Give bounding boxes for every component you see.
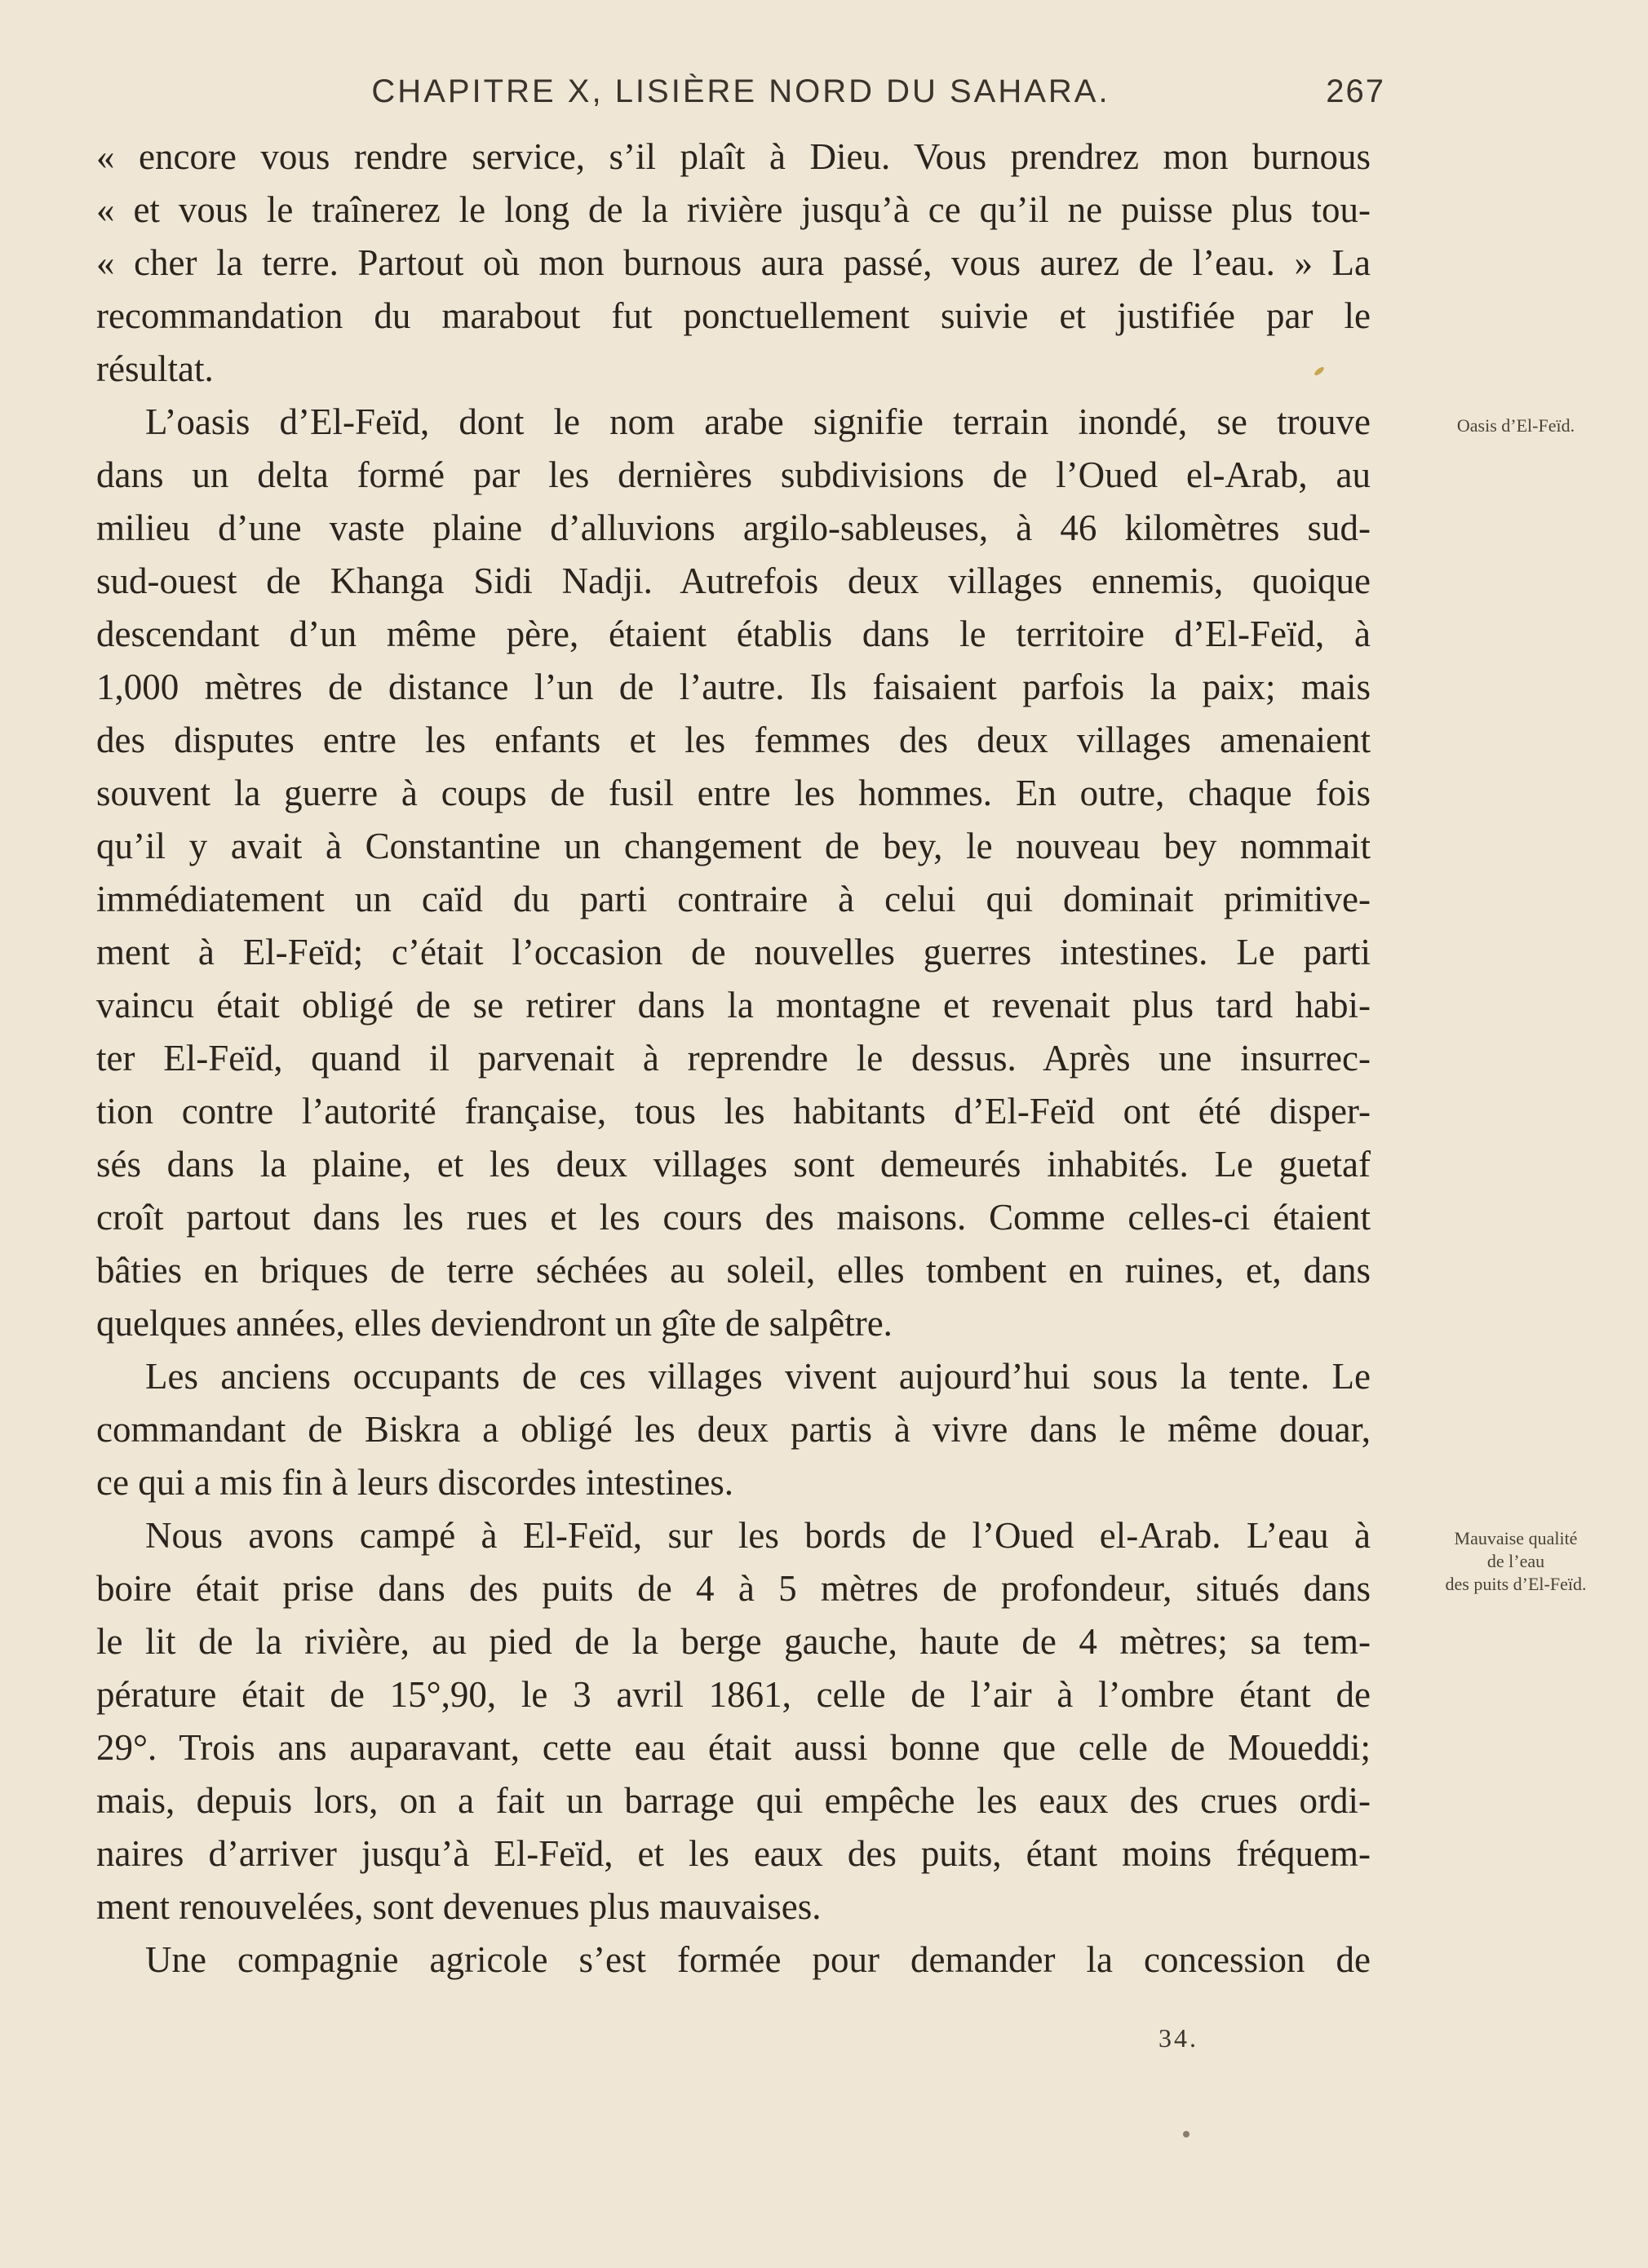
marginal-note-line: des puits d’El-Feïd. <box>1445 1574 1587 1594</box>
page-header <box>96 73 1385 119</box>
text-line: ter El-Feïd, quand il parvenait à reprendre le dessus. Après une insurrec- <box>96 1038 1371 1079</box>
running-head: CHAPITRE X, LISIÈRE NORD DU SAHARA. <box>371 73 1110 109</box>
text-line: Nous avons campé à El-Feïd, sur les bords de l’Oued el-Arab. L’eau à <box>145 1515 1371 1556</box>
marginal-note-line: de l’eau <box>1486 1551 1545 1571</box>
marginal-note-line: Mauvaise qualité <box>1454 1528 1578 1548</box>
text-line: résultat. <box>96 348 214 389</box>
text-line: ment renouvelées, sont devenues plus mauvaises. <box>96 1886 822 1927</box>
text-line: recommandation du marabout fut ponctuellement suivie et justifiée par le <box>96 295 1371 336</box>
paper-speck <box>1183 2131 1189 2137</box>
text-line: ment à El-Feïd; c’était l’occasion de nouvelles guerres intestines. Le parti <box>96 932 1371 972</box>
text-line: Une compagnie agricole s’est formée pour demander la concession de <box>145 1939 1371 1980</box>
text-line: commandant de Biskra a obligé les deux partis à vivre dans le même douar, <box>96 1409 1371 1450</box>
page-number: 267 <box>1326 73 1385 109</box>
marginal-note-oasis <box>1402 414 1630 437</box>
text-line: boire était prise dans des puits de 4 à 5 mètres de profondeur, situés dans <box>96 1568 1371 1609</box>
text-line: descendant d’un même père, étaient établis dans le territoire d’El-Feïd, à <box>96 614 1371 654</box>
text-line: bâties en briques de terre séchées au soleil, elles tombent en ruines, et, dans <box>96 1250 1371 1291</box>
marginal-note-line: Oasis d’El-Feïd. <box>1456 415 1575 436</box>
text-line: 1,000 mètres de distance l’un de l’autre. Ils faisaient parfois la paix; mais <box>96 667 1371 707</box>
text-line: sud-ouest de Khanga Sidi Nadji. Autrefois deux villages ennemis, quoique <box>96 560 1371 601</box>
text-line: immédiatement un caïd du parti contraire à celui qui dominait primitive- <box>96 879 1371 919</box>
text-line: pérature était de 15°,90, le 3 avril 1861, celle de l’air à l’ombre étant de <box>96 1674 1371 1715</box>
text-line: « cher la terre. Partout où mon burnous aura passé, vous aurez de l’eau. » La <box>96 242 1371 283</box>
signature-mark: 34. <box>1158 2023 1198 2053</box>
text-line: sés dans la plaine, et les deux villages sont demeurés inhabités. Le guetaf <box>96 1144 1371 1185</box>
text-line: dans un delta formé par les dernières subdivisions de l’Oued el-Arab, au <box>96 454 1371 495</box>
text-line: des disputes entre les enfants et les femmes des deux villages amenaient <box>96 720 1371 760</box>
text-line: vaincu était obligé de se retirer dans la montagne et revenait plus tard habi- <box>96 985 1371 1025</box>
text-line: milieu d’une vaste plaine d’alluvions argilo-sableuses, à 46 kilomètres sud- <box>96 507 1371 548</box>
marginal-note-water-quality <box>1402 1527 1630 1596</box>
text-line: quelques années, elles deviendront un gîte de salpêtre. <box>96 1303 893 1344</box>
text-line: naires d’arriver jusqu’à El-Feïd, et les eaux des puits, étant moins fréquem- <box>96 1833 1371 1874</box>
text-line: souvent la guerre à coups de fusil entre les hommes. En outre, chaque fois <box>96 773 1371 813</box>
text-line: 29°. Trois ans auparavant, cette eau était aussi bonne que celle de Moueddi; <box>96 1727 1371 1768</box>
text-line: ce qui a mis fin à leurs discordes intestines. <box>96 1462 734 1503</box>
text-line: croît partout dans les rues et les cours des maisons. Comme celles-ci étaient <box>96 1197 1371 1238</box>
text-line: mais, depuis lors, on a fait un barrage qui empêche les eaux des crues ordi- <box>96 1780 1371 1821</box>
text-line: tion contre l’autorité française, tous les habitants d’El-Feïd ont été disper- <box>96 1091 1371 1132</box>
body-text <box>96 131 1371 1987</box>
text-line: « encore vous rendre service, s’il plaît à Dieu. Vous prendrez mon burnous <box>96 136 1371 177</box>
text-line: qu’il y avait à Constantine un changement de bey, le nouveau bey nommait <box>96 826 1371 866</box>
text-line: L’oasis d’El-Feïd, dont le nom arabe signifie terrain inondé, se trouve <box>145 401 1371 442</box>
text-line: le lit de la rivière, au pied de la berge gauche, haute de 4 mètres; sa tem- <box>96 1621 1371 1662</box>
text-line: « et vous le traînerez le long de la rivière jusqu’à ce qu’il ne puisse plus tou- <box>96 189 1371 230</box>
text-line: Les anciens occupants de ces villages vivent aujourd’hui sous la tente. Le <box>145 1356 1371 1397</box>
